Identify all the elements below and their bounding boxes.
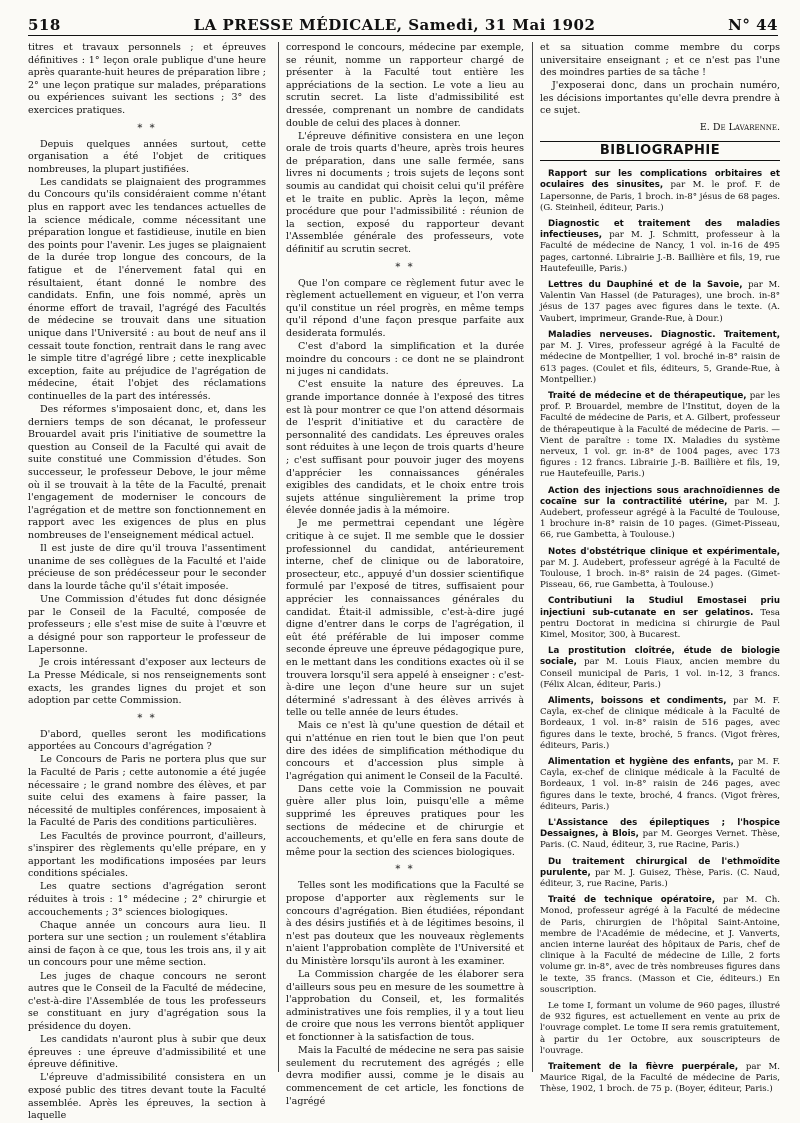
paragraph: Le Concours de Paris ne portera plus que sur la Faculté de Paris ; cette autonomie a été jugée nécessaire ; le grand nombre des élèves, et par suite celui des examens à faire passer, la nécessité de multiples conférences, imposaient à la Faculté de Paris des conditions particulières. (28, 754, 266, 829)
paragraph: Depuis quelques années surtout, cette organisation a été l'objet de critiques nombreuses, la plupart justifiées. (28, 138, 266, 175)
journal-title: LA PRESSE MÉDICALE, Samedi, 31 Mai 1902 (193, 15, 596, 34)
bibliography-entry-details: par M. J. Guisez, Thèse, Paris. (C. Naud, éditeur, 3, rue Racine, Paris.) (540, 867, 780, 890)
paragraph: Telles sont les modifications que la Faculté se propose d'apporter aux règlements sur le concours d'agrégation. Bien étudiées, répondant à des désirs justifiés et à de légitimes besoins, il n'est pas douteux que les nouveaux règlements n'aient l'approbation complète de l'Université et du Ministère lorsqu'ils auront à les examiner. (286, 880, 524, 967)
paragraph: Les candidats se plaignaient des programmes du Concours qu'ils considéraient comme n'étant plus en rapport avec les tendances actuelles de la science médicale, comme nécessitant une préparation longue et fastidieuse, inutile en bien des points pour l'avenir. Les juges se plaignaient de la durée trop longue des concours, de la fatigue et de l'énervement fatal qui en résultaient, étant donné le nombre des candidats. Enfin, une fois nommé, après un énorme effort de travail, l'agrégé des Facultés de médecine se trouvait dans une situation unique dans l'Université : au bout de neuf ans il cessait toute fonction, rentrait dans le rang avec le simple titre d'agrégé libre ; cette inexplicable exception, faite au préjudice de l'agrégation de médecine, était l'objet des réclamations continuelles de la part des intéressés. (28, 176, 266, 402)
paragraph: Mais la Faculté de médecine ne sera pas saisie seulement du recrutement des agrégés ; elle devra modifier aussi, comme je le disais au commencement de cet article, les fonctions de l'agrégé (286, 1045, 525, 1107)
bibliography-entry-title: Du traitement chirurgical de l'ethmoïdite purulente, (540, 856, 780, 878)
bibliography-entry-details: par M. F. Cayla, ex-chef de clinique médicale à la Faculté de Bordeaux, 1 vol. in-8° raisin de 246 pages, avec figures dans le texte, broché, 4 francs. (Vigot frères, éditeurs, Paris.) (540, 757, 780, 812)
bibliography-entry-title: Diagnostic et traitement des maladies infectieuses, (540, 219, 780, 241)
bibliography-entry-title: L'Assistance des épileptiques ; l'hospice Dessaignes, à Blois, (540, 818, 780, 840)
bibliography-heading: BIBLIOGRAPHIE (540, 141, 780, 162)
section-separator: * * (137, 712, 157, 724)
paragraph: Les juges de chaque concours ne seront autres que le Conseil de la Faculté de médecine, c'est-à-dire l'Assemblée de tous les professeurs se constituant en jury d'agrégation sous la présidence du doyen. (28, 970, 266, 1032)
bibliography-entry-title: Traité de médecine et de thérapeutique, (548, 390, 747, 401)
section-separator: * * (395, 864, 415, 876)
column-2 (286, 42, 525, 1107)
author-signature: E. De Lavarenne. (699, 122, 780, 134)
bibliography-entry-details: Le tome I, formant un volume de 960 pages, illustré de 932 figures, est actuellement en vente au prix de l'ouvrage complet. Le tome II sera remis gratuitement, à partir du 1er Octobre, aux souscripteurs de l'ouvrage. (540, 1001, 780, 1056)
bibliography-entry-details: par M. Ch. Monod, professeur agrégé à la Faculté de médecine de Paris, chirurgien de l'hôpital Saint-Antoine, membre de l'Académie de médecine, et J. Vanverts, ancien interne lauréat des hôpitaux de Paris, chef de clinique à la Faculté de médecine de Lille, 2 forts volume gr. in-8°, avec de très nombreuses figures dans le texte, 35 francs. (Masson et Cie, éditeurs.) En souscription. (540, 895, 780, 995)
bibliography-entry (540, 280, 780, 325)
bibliography-entry-title: Maladies nerveuses. Diagnostic. Traitement, (548, 329, 780, 340)
section-separator: * * (395, 261, 415, 273)
paragraph: Je me permettrai cependant une légère critique à ce sujet. Il me semble que le dossier professionnel du candidat, antérieurement interne, chef de clinique ou de laboratoire, prosecteur, etc., appuyé d'un dossier scientifique formulé par l'exposé de titres, suffisaient pour apprécier les connaissances générales du candidat. Était-il admissible, c'est-à-dire jugé digne d'entrer dans le corps de l'agrégation, il eût été préférable de lui imposer comme seconde épreuve une épreuve pédagogique pure, en le mettant dans les conditions exactes où il se trouvera lorsqu'il sera appelé à enseigner : c'est-à-dire une leçon d'une heure sur un sujet déterminé s'adressant à des élèves arrivés à telle ou telle année de leurs études. (286, 518, 524, 719)
bibliography-entry-details: par M. F. Cayla, ex-chef de clinique médicale à la Faculté de Bordeaux, 1 vol. in-8° raisin de 516 pages, avec figures dans le texte, broché, 5 francs. (Vigot frères, éditeurs, Paris.) (540, 695, 780, 751)
bibliography-entry-title: Notes d'obstétrique clinique et expérimentale, (548, 546, 780, 557)
paragraph: Les candidats n'auront plus à subir que deux épreuves : une épreuve d'admissibilité et une épreuve définitive. (28, 1034, 266, 1071)
paragraph: L'épreuve définitive consistera en une leçon orale de trois quarts d'heure, après trois heures de préparation, dans une salle fermée, sans livres ni documents ; trois sujets de leçons sont soumis au candidat qui choisit celui qu'il préfère et le traite en public. Après la leçon, même procédure que pour l'admissibilité : réunion de la section, exposé du rapporteur devant l'Assemblée générale des professeurs, vote définitif au scrutin secret. (286, 130, 524, 255)
paragraph: titres et travaux personnels ; et épreuves définitives : 1° leçon orale publique d'une heure après quarante-huit heures de préparation libre ; 2° une leçon pratique sur malades, préparations ou expériences suivant les sections ; 3° des exercices pratiques. (28, 42, 266, 116)
bibliography-entry (540, 486, 780, 542)
bibliography-entry-details: par M. le prof. F. de Lapersonne, de Paris, 1 broch. in-8° jésus de 68 pages. (G. Steinheil, éditeur, Paris.) (540, 180, 781, 213)
bibliography-entry-title: Action des injections sous arachnoïdiennes de cocaïne sur la contractilité utérine, (540, 485, 780, 507)
bibliography-entry-title: Lettres du Dauphiné et de la Savoie, (548, 280, 743, 291)
paragraph: C'est d'abord la simplification et la durée moindre du concours : ce dont ne se plaindront ni juges ni candidats. (286, 341, 524, 378)
bibliography-entry (540, 547, 780, 592)
bibliography-entry-details: par M. J. Vires, professeur agrégé à la Faculté de médecine de Montpellier, 1 vol. broché in-8° raisin de 613 pages. (Coulet et fils, éditeurs, 5, Grande-Rue, à Montpellier.) (540, 341, 780, 385)
paragraph: Il est juste de dire qu'il trouva l'assentiment unanime de ses collègues de la Faculté et l'aide précieuse de son prédécesseur pour le seconder dans la lourde tâche qu'il s'était imposée. (28, 543, 266, 592)
bibliography-entry-details: par M. Georges Vernet. Thèse, Paris. (C. Naud, éditeur, 3, rue Racine, Paris.) (540, 829, 780, 851)
paragraph: Les quatre sections d'agrégation seront réduites à trois : 1° médecine ; 2° chirurgie et accouchements ; 3° sciences biologiques. (28, 881, 266, 918)
bibliography-entry-title: Traitement de la fièvre puerpérale, (548, 1062, 739, 1073)
bibliography-entry (540, 330, 780, 386)
column-1 (28, 42, 266, 1122)
bibliography-entry (540, 1062, 780, 1096)
paragraph: Dans cette voie la Commission ne pouvait guère aller plus loin, puisqu'elle a même supprimé les épreuves pratiques pour les sections de médecine et de chirurgie et accouchements, et qu'elle en fera sans doute de même pour la section des sciences biologiques. (286, 783, 524, 858)
bibliography-entry-details: par M. Valentin Van Hassel (de Paturages), une broch. in-8° jésus de 137 pages avec figures dans le texte. (A. Vaubert, imprimeur, Grande-Rue, à Dour.) (540, 280, 781, 324)
paragraph: Mais ce n'est là qu'une question de détail et qui n'atténue en rien tout le bien que l'on peut dire des idées de simplification méthodique du concours et d'accession plus simple à l'agrégation qui animent le Conseil de la Faculté. (286, 720, 524, 782)
bibliography-entry (540, 169, 780, 214)
bibliography-entry-title: La prostitution cloîtrée, étude de biologie sociale, (540, 646, 780, 668)
bibliography-entry-details: par M. Louis Fiaux, ancien membre du Conseil municipal de Paris, 1 vol. in-12, 3 francs. (Félix Alcan, éditeur, Paris.) (540, 657, 780, 690)
bibliography-entry (540, 1001, 780, 1057)
paragraph: Je crois intéressant d'exposer aux lecteurs de La Presse Médicale, si nos renseignements sont exacts, les grandes lignes du projet et son adoption par cette Commission. (28, 657, 266, 707)
bibliography-entry-details: Tesa pentru Doctorat in medicina si chirurgie de Paul Kimel, Mositor, 300, à Bucarest. (540, 607, 781, 640)
bibliography-list (540, 169, 780, 1095)
paragraph: Chaque année un concours aura lieu. Il portera sur une section ; un roulement s'établira ainsi de façon à ce que, tous les trois ans, il y ait un concours pour une même section. (28, 919, 266, 969)
bibliography-entry-title: Contributiuni la Studiul Emostasei priu injectiuni sub-cutanate en ser gelatinos. (540, 596, 780, 618)
bibliography-entry (540, 219, 780, 275)
paragraph: La Commission chargée de les élaborer sera d'ailleurs sous peu en mesure de les soumettre à l'approbation du Conseil, et, les formalités administratives une fois remplies, il y a tout lieu de croire que nous les verrons bientôt appliquer et fonctionner à la satisfaction de tous. (286, 969, 524, 1044)
bibliography-entry (540, 895, 780, 996)
bibliography-entry-title: Traité de technique opératoire, (548, 895, 715, 906)
paragraph: J'exposerai donc, dans un prochain numéro, les décisions importantes qu'elle devra prendre à ce sujet. (540, 80, 780, 117)
bibliography-entry (540, 757, 780, 813)
page-number: 518 (28, 15, 61, 34)
page-header (28, 14, 778, 36)
bibliography-entry-details: par M. J. Audebert, professeur agrégé à la Faculté de Toulouse, 1 brochure in-8° raisin de 10 pages. (Gimet-Pisseau, 66, rue Gambetta, à Toulouse.) (540, 496, 780, 541)
bibliography-entry (540, 857, 780, 891)
bibliography-entry (540, 596, 780, 641)
paragraph: correspond le concours, médecine par exemple, se réunit, nomme un rapporteur chargé de présenter à la Faculté tout entière les appréciations de la section. Le vote a lieu au scrutin secret. La liste d'admissibilité est dressée, comprenant un nombre de candidats double de celui des places à donner. (286, 42, 524, 129)
section-separator: * * (137, 122, 157, 134)
column-3 (540, 42, 781, 1095)
paragraph: L'épreuve d'admissibilité consistera en un exposé public des titres devant toute la Faculté assemblée. Après les épreuves, la section à laquelle (28, 1072, 266, 1122)
bibliography-entry (540, 391, 780, 481)
bibliography-entry (540, 646, 780, 691)
bibliography-entry (540, 818, 780, 852)
bibliography-entry (540, 696, 780, 752)
paragraph: Des réformes s'imposaient donc, et, dans les derniers temps de son décanat, le professeur Brouardel avait pris l'initiative de soumettre la question au Conseil de la Faculté qui avait de suite constitué une Commission d'études. Son successeur, le professeur Debove, le jour même où il se trouvait à la tête de la Faculté, prenait l'engagement de moderniser le concours de l'agrégation et de mettre son fonctionnement en rapport avec les exigences de plus en plus nombreuses de l'enseignement médical actuel. (28, 404, 266, 541)
issue-number: N° 44 (728, 15, 778, 34)
bibliography-entry-details: par M. J. Audebert, professeur agrégé à la Faculté de Toulouse, 1 broch. in-8° raisin de 24 pages. (Gimet-Pisseau, 66, rue Gambetta, à Toulouse.) (540, 557, 780, 591)
paragraph: D'abord, quelles seront les modifications apportées au Concours d'agrégation ? (28, 728, 266, 753)
bibliography-entry-title: Alimentation et hygiène des enfants, (548, 757, 734, 767)
bibliography-entry-title: Rapport sur les complications orbitaires et oculaires des sinusites, (540, 169, 780, 191)
paragraph: Les Facultés de province pourront, d'ailleurs, s'inspirer des règlements qu'elle prépare, en y apportant les modifications imposées par leurs conditions spéciales. (28, 830, 266, 880)
bibliography-entry-details: par M. J. Schmitt, professeur à la Faculté de médecine de Nancy, 1 vol. in-16 de 495 pages, cartonné. Librairie J.-B. Baillière et fils, 19, rue Hautefeuille, Paris.) (540, 230, 781, 274)
bibliography-entry-details: par M. Maurice Rigal, de la Faculté de médecine de Paris, Thèse, 1902, 1 broch. de 75 p. (Boyer, éditeur, Paris.) (540, 1062, 780, 1095)
column-divider (532, 42, 533, 1072)
bibliography-entry-title: Aliments, boissons et condiments, (548, 695, 727, 706)
paragraph: Que l'on compare ce règlement futur avec le règlement actuellement en vigueur, et l'on verra qu'il constitue un réel progrès, en même temps qu'il répond d'une façon presque parfaite aux desiderata formulés. (286, 277, 524, 339)
column-divider (278, 42, 279, 1072)
paragraph: Une Commission d'études fut donc désignée par le Conseil de la Faculté, composée de professeurs ; elle s'est mise de suite à l'œuvre et a désigné pour son rapporteur le professeur de Lapersonne. (28, 593, 266, 656)
paragraph: C'est ensuite la nature des épreuves. La grande importance donnée à l'exposé des titres est là pour montrer ce que l'on attend désormais de l'esprit d'initiative et du caractère de personnalité des candidats. Les épreuves orales sont réduites à une leçon de trois quarts d'heure ; c'est suffisant pour pouvoir juger des moyens d'apprécier les connaissances générales exigibles des candidats, et le choix entre trois sujets atténue singulièrement la prime trop élevée donnée jadis à la mémoire. (286, 379, 524, 517)
paragraph: et sa situation comme membre du corps universitaire enseignant ; et ce n'est pas l'une des moindres parties de sa tâche ! (540, 42, 780, 79)
bibliography-entry-details: par les prof. P. Brouardel, membre de l'Institut, doyen de la Faculté de médecine de Paris, et A. Gilbert, professeur de thérapeutique à la Faculté de médecine de Paris. — Vient de paraître : tome IX. Maladies du système nerveux, 1 vol. gr. in-8° de 1004 pages, avec 173 figures : 12 francs. Librairie J.-B. Baillière et fils, 19, rue Hautefeuille, Paris.) (540, 390, 780, 480)
